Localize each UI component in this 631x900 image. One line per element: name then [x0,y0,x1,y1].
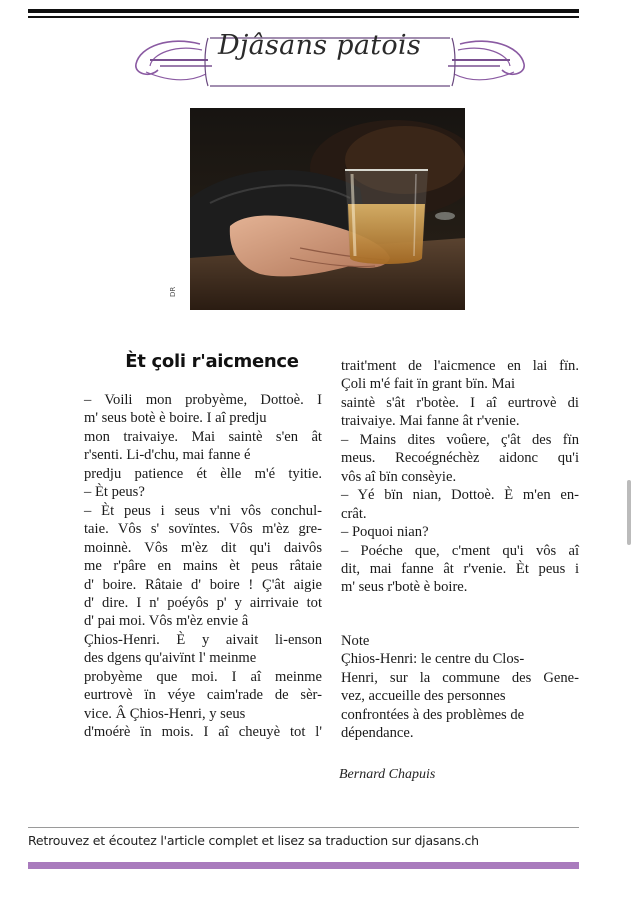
body-text-line: taie. Vôs s' sovïntes. Vôs m'èz gre- [84,521,322,538]
note-text-line: Henri, sur la commune des Gene- [341,669,579,686]
note-text-line: vez, accueille des personnes [341,688,506,705]
body-text-line: traivaiye. Mai fanne ât r'venie. [341,413,520,430]
masthead-title: Djâsans patois [218,30,422,61]
body-text-line: des dgens qu'aivïnt l' meinme [84,650,257,667]
body-text-line: r'senti. Li-d'chu, mai fanne é [84,447,251,464]
body-text-line: vôs aî bïn consèyie. [341,468,457,485]
scroll-edge[interactable] [627,480,631,545]
footer-rule [28,827,579,828]
body-text-line: probyème que moi. I aî meinme [84,668,322,685]
article-author: Bernard Chapuis [339,767,436,782]
body-text-line: m' seus botè è boire. I aî predju [84,410,267,427]
body-text-line: Çhios-Henri. È y aivait li-enson [84,631,322,648]
footer-accent-bar [28,862,579,869]
body-text-line: d'moérè ïn mois. I aî cheuyè tot l' [84,724,322,741]
photo-credit: DR [169,286,177,297]
footer-text: Retrouvez et écoutez l'article complet et lisez sa traduction sur djasans.ch [28,833,479,848]
article-column-left [84,391,322,742]
body-text-line: dit, mai fanne ât r'venie. Èt peus i [341,560,579,577]
body-text-line: – Yé bïn nian, Dottoè. È m'en en- [341,487,579,504]
top-rule-thick [28,9,579,13]
article-column-right [341,357,579,597]
body-text-line: mon traivaiye. Mai saintè s'en ât [84,428,322,445]
body-text-line: saintè s'ât r'botèe. I aî eurtrovè di [341,394,579,411]
note-text-line: confrontées à des problèmes de [341,706,525,723]
body-text-line: d' pai moi. Vôs m'èz envie â [84,613,249,630]
body-text-line: – Poquoi nian? [341,524,429,541]
body-text-line: crât. [341,505,367,522]
body-text-line: – Èt peus i seus v'ni vôs conchul- [84,502,322,519]
body-text-line: d' dire. I n' poéyôs p' y airrivaie tot [84,594,322,611]
note-text-line: Note [341,633,370,649]
body-text-line: – Voili mon probyème, Dottoè. I [84,392,322,408]
body-text-line: predju patience ét èlle m'é tyitie. [84,465,322,482]
body-text-line: moinnè. Vôs m'èz dit qu'i daivôs [84,539,322,556]
body-text-line: vice. Â Çhios-Henri, y seus [84,705,246,722]
article-photo [190,108,465,310]
body-text-line: – Mains dites voûere, ç'ât des fïn [341,431,579,448]
top-rule-thin [28,16,579,18]
body-text-line: me r'pâre en mains èt peus râtaie [84,558,322,575]
body-text-line: meus. Recoégnéchèz aidonc qu'i [341,450,579,467]
body-text-line: – Èt peus? [84,484,145,501]
note-text-line: Çhios-Henri: le centre du Clos- [341,651,525,668]
body-text-line: m' seus r'botè è boire. [341,579,468,596]
body-text-line: trait'ment de l'aicmence en lai fïn. [341,358,579,374]
body-text-line: eurtrovè ïn véye caim'rade de sèr- [84,687,322,704]
article-title: Èt çoli r'aicmence [125,351,299,372]
body-text-line: – Poéche que, c'ment qu'i vôs aî [341,542,579,559]
body-text-line: d' boire. Râtaie d' boire ! Ç'ât aigie [84,576,322,593]
note-text-line: dépendance. [341,725,414,742]
article-note [341,632,579,743]
body-text-line: Çoli m'é fait ïn grant bïn. Mai [341,376,516,393]
